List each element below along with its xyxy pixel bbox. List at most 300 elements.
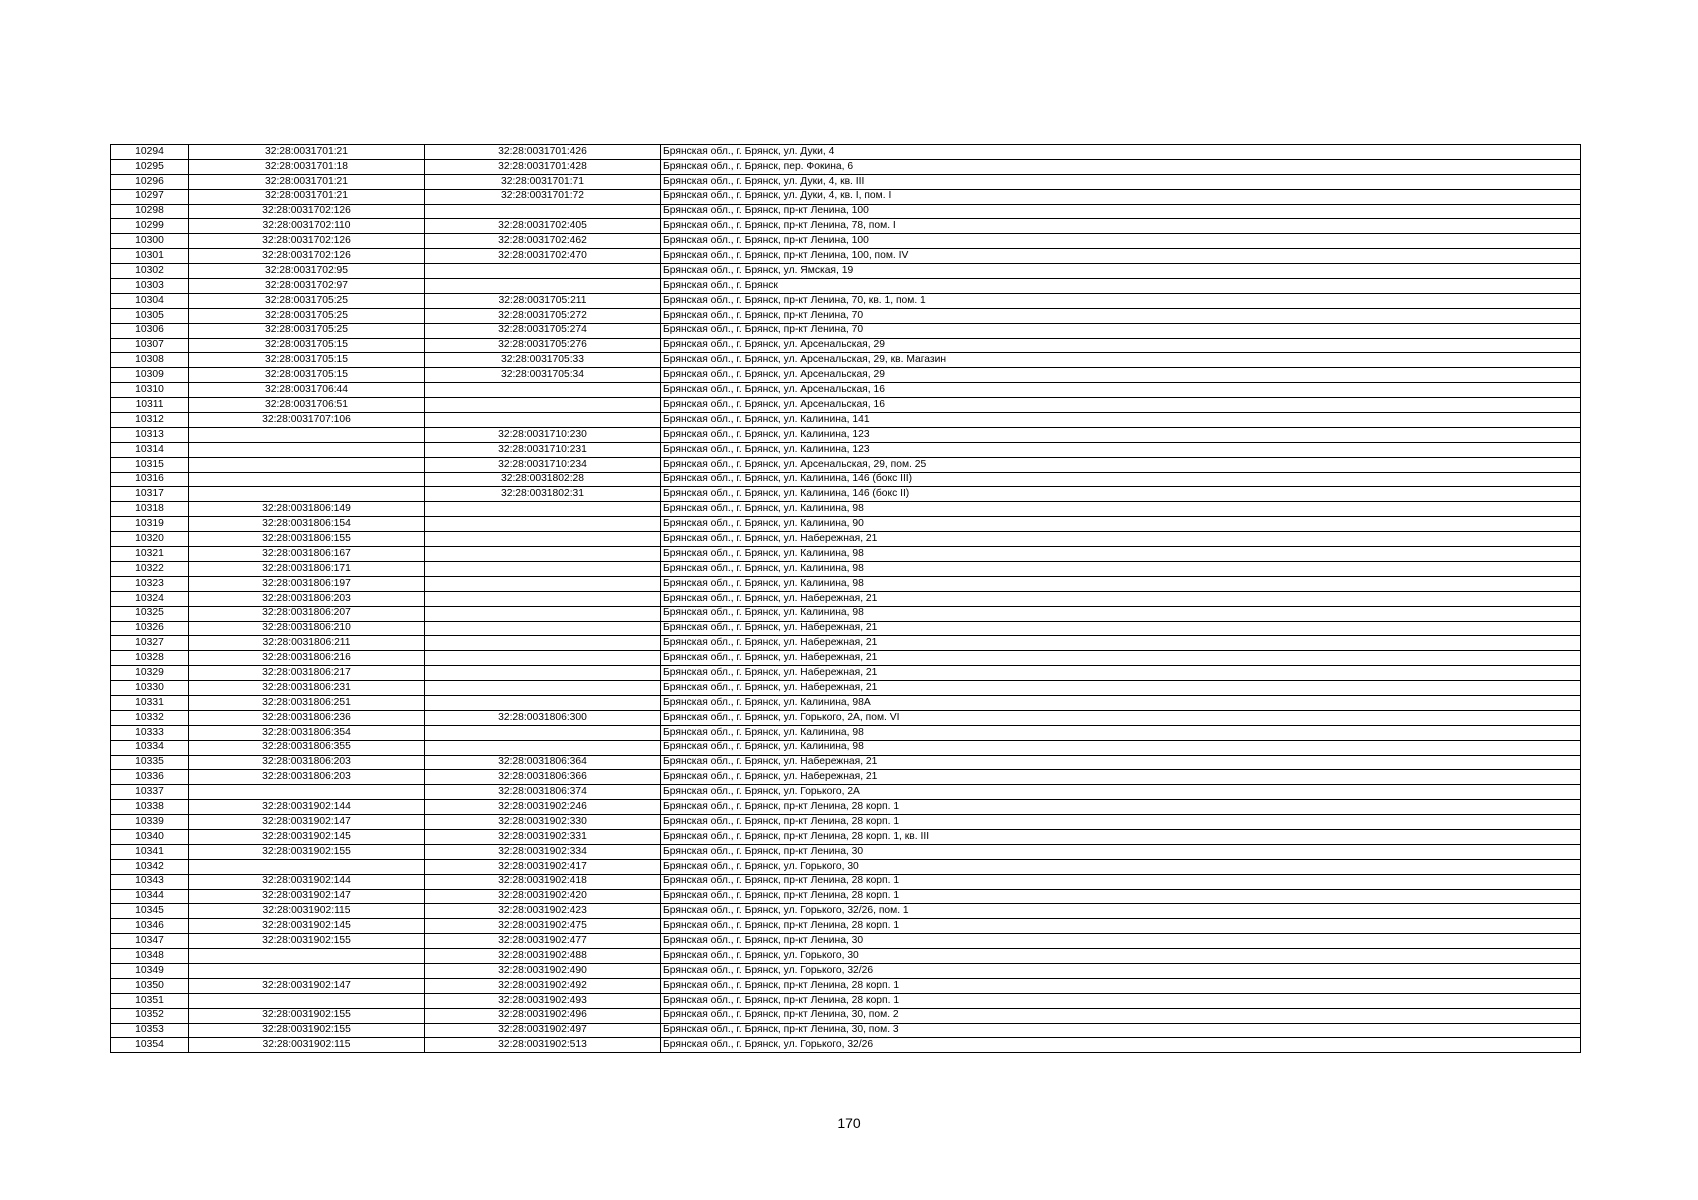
table-row — [111, 919, 1581, 934]
row-number-cell: 10307 — [111, 338, 189, 353]
object-cadastral-number-cell: 32:28:0031902:246 — [425, 800, 661, 815]
object-cadastral-number-cell: 32:28:0031902:493 — [425, 993, 661, 1008]
table-row — [111, 383, 1581, 398]
row-number-cell: 10302 — [111, 264, 189, 279]
table-row — [111, 457, 1581, 472]
land-cadastral-number-cell: 32:28:0031806:210 — [189, 621, 425, 636]
address-cell: Брянская обл., г. Брянск, ул. Калинина, 98 — [661, 740, 1581, 755]
land-cadastral-number-cell: 32:28:0031806:231 — [189, 681, 425, 696]
object-cadastral-number-cell: 32:28:0031902:513 — [425, 1038, 661, 1053]
table-row — [111, 487, 1581, 502]
land-cadastral-number-cell — [189, 949, 425, 964]
row-number-cell: 10352 — [111, 1008, 189, 1023]
land-cadastral-number-cell: 32:28:0031701:21 — [189, 145, 425, 160]
land-cadastral-number-cell: 32:28:0031701:18 — [189, 159, 425, 174]
table-row — [111, 636, 1581, 651]
address-cell: Брянская обл., г. Брянск, ул. Горького, 2А — [661, 785, 1581, 800]
table-row — [111, 145, 1581, 160]
row-number-cell: 10299 — [111, 219, 189, 234]
row-number-cell: 10306 — [111, 323, 189, 338]
table-row — [111, 427, 1581, 442]
address-cell: Брянская обл., г. Брянск, пр-кт Ленина, 28 корп. 1 — [661, 978, 1581, 993]
row-number-cell: 10346 — [111, 919, 189, 934]
land-cadastral-number-cell: 32:28:0031806:203 — [189, 591, 425, 606]
object-cadastral-number-cell — [425, 517, 661, 532]
address-cell: Брянская обл., г. Брянск, пр-кт Ленина, 100, пом. IV — [661, 249, 1581, 264]
table-row — [111, 829, 1581, 844]
address-cell: Брянская обл., г. Брянск, ул. Горького, 32/26, пом. 1 — [661, 904, 1581, 919]
object-cadastral-number-cell — [425, 591, 661, 606]
table-row — [111, 889, 1581, 904]
address-cell: Брянская обл., г. Брянск, ул. Набережная, 21 — [661, 621, 1581, 636]
address-cell: Брянская обл., г. Брянск, ул. Калинина, 123 — [661, 427, 1581, 442]
table-row — [111, 279, 1581, 294]
object-cadastral-number-cell: 32:28:0031705:33 — [425, 353, 661, 368]
object-cadastral-number-cell: 32:28:0031802:31 — [425, 487, 661, 502]
row-number-cell: 10349 — [111, 963, 189, 978]
table-row — [111, 740, 1581, 755]
row-number-cell: 10322 — [111, 561, 189, 576]
object-cadastral-number-cell — [425, 606, 661, 621]
row-number-cell: 10308 — [111, 353, 189, 368]
object-cadastral-number-cell — [425, 502, 661, 517]
row-number-cell: 10304 — [111, 293, 189, 308]
object-cadastral-number-cell: 32:28:0031902:330 — [425, 815, 661, 830]
table-row — [111, 442, 1581, 457]
address-cell: Брянская обл., г. Брянск, пр-кт Ленина, 70 — [661, 323, 1581, 338]
table-row — [111, 725, 1581, 740]
land-cadastral-number-cell: 32:28:0031806:203 — [189, 755, 425, 770]
row-number-cell: 10325 — [111, 606, 189, 621]
object-cadastral-number-cell: 32:28:0031902:497 — [425, 1023, 661, 1038]
address-cell: Брянская обл., г. Брянск, ул. Арсенальская, 16 — [661, 383, 1581, 398]
address-cell: Брянская обл., г. Брянск, пр-кт Ленина, 30, пом. 2 — [661, 1008, 1581, 1023]
table-row — [111, 963, 1581, 978]
address-cell: Брянская обл., г. Брянск, ул. Набережная, 21 — [661, 532, 1581, 547]
table-row — [111, 978, 1581, 993]
address-cell: Брянская обл., г. Брянск, ул. Арсенальская, 16 — [661, 398, 1581, 413]
land-cadastral-number-cell: 32:28:0031702:110 — [189, 219, 425, 234]
object-cadastral-number-cell: 32:28:0031710:234 — [425, 457, 661, 472]
row-number-cell: 10335 — [111, 755, 189, 770]
address-cell: Брянская обл., г. Брянск, ул. Набережная, 21 — [661, 651, 1581, 666]
address-cell: Брянская обл., г. Брянск, пр-кт Ленина, 28 корп. 1 — [661, 889, 1581, 904]
land-cadastral-number-cell: 32:28:0031806:216 — [189, 651, 425, 666]
row-number-cell: 10328 — [111, 651, 189, 666]
table-row — [111, 949, 1581, 964]
table-row — [111, 815, 1581, 830]
land-cadastral-number-cell: 32:28:0031806:355 — [189, 740, 425, 755]
object-cadastral-number-cell: 32:28:0031701:71 — [425, 174, 661, 189]
object-cadastral-number-cell: 32:28:0031702:405 — [425, 219, 661, 234]
row-number-cell: 10297 — [111, 189, 189, 204]
object-cadastral-number-cell: 32:28:0031902:475 — [425, 919, 661, 934]
table-row — [111, 413, 1581, 428]
row-number-cell: 10354 — [111, 1038, 189, 1053]
object-cadastral-number-cell: 32:28:0031902:423 — [425, 904, 661, 919]
row-number-cell: 10331 — [111, 695, 189, 710]
address-cell: Брянская обл., г. Брянск, ул. Калинина, 98 — [661, 576, 1581, 591]
address-cell: Брянская обл., г. Брянск, ул. Горького, 30 — [661, 859, 1581, 874]
land-cadastral-number-cell: 32:28:0031806:154 — [189, 517, 425, 532]
address-cell: Брянская обл., г. Брянск, ул. Набережная, 21 — [661, 681, 1581, 696]
land-cadastral-number-cell — [189, 427, 425, 442]
address-cell: Брянская обл., г. Брянск, пр-кт Ленина, 28 корп. 1 — [661, 815, 1581, 830]
land-cadastral-number-cell: 32:28:0031902:144 — [189, 874, 425, 889]
object-cadastral-number-cell: 32:28:0031702:462 — [425, 234, 661, 249]
land-cadastral-number-cell — [189, 993, 425, 1008]
land-cadastral-number-cell — [189, 442, 425, 457]
object-cadastral-number-cell: 32:28:0031902:420 — [425, 889, 661, 904]
table-row — [111, 934, 1581, 949]
row-number-cell: 10353 — [111, 1023, 189, 1038]
table-row — [111, 1038, 1581, 1053]
land-cadastral-number-cell: 32:28:0031702:95 — [189, 264, 425, 279]
land-cadastral-number-cell: 32:28:0031902:155 — [189, 934, 425, 949]
object-cadastral-number-cell: 32:28:0031902:417 — [425, 859, 661, 874]
row-number-cell: 10300 — [111, 234, 189, 249]
object-cadastral-number-cell: 32:28:0031701:428 — [425, 159, 661, 174]
address-cell: Брянская обл., г. Брянск, пр-кт Ленина, 28 корп. 1 — [661, 993, 1581, 1008]
land-cadastral-number-cell: 32:28:0031902:155 — [189, 1023, 425, 1038]
row-number-cell: 10350 — [111, 978, 189, 993]
address-cell: Брянская обл., г. Брянск, пр-кт Ленина, 30, пом. 3 — [661, 1023, 1581, 1038]
object-cadastral-number-cell — [425, 666, 661, 681]
address-cell: Брянская обл., г. Брянск, ул. Горького, 2А, пом. VI — [661, 710, 1581, 725]
land-cadastral-number-cell — [189, 859, 425, 874]
row-number-cell: 10301 — [111, 249, 189, 264]
table-row — [111, 338, 1581, 353]
table-row — [111, 621, 1581, 636]
land-cadastral-number-cell: 32:28:0031806:197 — [189, 576, 425, 591]
table-row — [111, 844, 1581, 859]
object-cadastral-number-cell: 32:28:0031902:490 — [425, 963, 661, 978]
table-row — [111, 785, 1581, 800]
object-cadastral-number-cell: 32:28:0031902:477 — [425, 934, 661, 949]
land-cadastral-number-cell — [189, 487, 425, 502]
address-cell: Брянская обл., г. Брянск, ул. Калинина, 98 — [661, 606, 1581, 621]
row-number-cell: 10333 — [111, 725, 189, 740]
table-row — [111, 249, 1581, 264]
address-cell: Брянская обл., г. Брянск, ул. Арсенальская, 29, кв. Магазин — [661, 353, 1581, 368]
address-cell: Брянская обл., г. Брянск, пр-кт Ленина, 100 — [661, 234, 1581, 249]
row-number-cell: 10295 — [111, 159, 189, 174]
object-cadastral-number-cell: 32:28:0031902:496 — [425, 1008, 661, 1023]
object-cadastral-number-cell — [425, 576, 661, 591]
row-number-cell: 10336 — [111, 770, 189, 785]
address-cell: Брянская обл., г. Брянск, ул. Дуки, 4, кв. III — [661, 174, 1581, 189]
table-row — [111, 904, 1581, 919]
land-cadastral-number-cell — [189, 472, 425, 487]
address-cell: Брянская обл., г. Брянск, пр-кт Ленина, 28 корп. 1 — [661, 874, 1581, 889]
table-row — [111, 695, 1581, 710]
table-row — [111, 547, 1581, 562]
table-row — [111, 666, 1581, 681]
row-number-cell: 10330 — [111, 681, 189, 696]
row-number-cell: 10351 — [111, 993, 189, 1008]
land-cadastral-number-cell: 32:28:0031702:126 — [189, 204, 425, 219]
table-row — [111, 189, 1581, 204]
row-number-cell: 10294 — [111, 145, 189, 160]
row-number-cell: 10337 — [111, 785, 189, 800]
table-row — [111, 993, 1581, 1008]
table-row — [111, 398, 1581, 413]
land-cadastral-number-cell: 32:28:0031705:15 — [189, 353, 425, 368]
land-cadastral-number-cell: 32:28:0031902:144 — [189, 800, 425, 815]
table-row — [111, 651, 1581, 666]
land-cadastral-number-cell: 32:28:0031806:149 — [189, 502, 425, 517]
land-cadastral-number-cell: 32:28:0031701:21 — [189, 174, 425, 189]
registry-table-body — [111, 145, 1581, 1053]
table-row — [111, 159, 1581, 174]
table-row — [111, 1023, 1581, 1038]
land-cadastral-number-cell: 32:28:0031902:155 — [189, 844, 425, 859]
land-cadastral-number-cell: 32:28:0031702:126 — [189, 234, 425, 249]
object-cadastral-number-cell: 32:28:0031902:418 — [425, 874, 661, 889]
row-number-cell: 10342 — [111, 859, 189, 874]
land-cadastral-number-cell: 32:28:0031806:211 — [189, 636, 425, 651]
table-row — [111, 681, 1581, 696]
page-number: 170 — [837, 1115, 861, 1131]
land-cadastral-number-cell: 32:28:0031902:115 — [189, 1038, 425, 1053]
row-number-cell: 10312 — [111, 413, 189, 428]
table-row — [111, 710, 1581, 725]
address-cell: Брянская обл., г. Брянск, пр-кт Ленина, 100 — [661, 204, 1581, 219]
registry-table — [110, 144, 1581, 1053]
land-cadastral-number-cell: 32:28:0031902:147 — [189, 815, 425, 830]
row-number-cell: 10317 — [111, 487, 189, 502]
table-row — [111, 1008, 1581, 1023]
address-cell: Брянская обл., г. Брянск, ул. Калинина, 98 — [661, 547, 1581, 562]
object-cadastral-number-cell: 32:28:0031902:331 — [425, 829, 661, 844]
land-cadastral-number-cell: 32:28:0031806:171 — [189, 561, 425, 576]
table-row — [111, 234, 1581, 249]
row-number-cell: 10332 — [111, 710, 189, 725]
address-cell: Брянская обл., г. Брянск, ул. Набережная, 21 — [661, 666, 1581, 681]
row-number-cell: 10334 — [111, 740, 189, 755]
object-cadastral-number-cell — [425, 621, 661, 636]
table-row — [111, 770, 1581, 785]
land-cadastral-number-cell: 32:28:0031705:25 — [189, 323, 425, 338]
table-row — [111, 532, 1581, 547]
land-cadastral-number-cell — [189, 785, 425, 800]
address-cell: Брянская обл., г. Брянск, ул. Набережная, 21 — [661, 755, 1581, 770]
object-cadastral-number-cell: 32:28:0031806:300 — [425, 710, 661, 725]
address-cell: Брянская обл., г. Брянск, ул. Калинина, 98 — [661, 502, 1581, 517]
table-row — [111, 174, 1581, 189]
address-cell: Брянская обл., г. Брянск, пр-кт Ленина, 28 корп. 1 — [661, 919, 1581, 934]
row-number-cell: 10323 — [111, 576, 189, 591]
land-cadastral-number-cell: 32:28:0031701:21 — [189, 189, 425, 204]
table-row — [111, 591, 1581, 606]
table-row — [111, 353, 1581, 368]
object-cadastral-number-cell: 32:28:0031705:274 — [425, 323, 661, 338]
land-cadastral-number-cell: 32:28:0031806:236 — [189, 710, 425, 725]
land-cadastral-number-cell: 32:28:0031806:167 — [189, 547, 425, 562]
row-number-cell: 10326 — [111, 621, 189, 636]
address-cell: Брянская обл., г. Брянск, пр-кт Ленина, 78, пом. I — [661, 219, 1581, 234]
address-cell: Брянская обл., г. Брянск, ул. Калинина, 141 — [661, 413, 1581, 428]
row-number-cell: 10319 — [111, 517, 189, 532]
row-number-cell: 10310 — [111, 383, 189, 398]
land-cadastral-number-cell: 32:28:0031705:25 — [189, 293, 425, 308]
address-cell: Брянская обл., г. Брянск, ул. Набережная, 21 — [661, 770, 1581, 785]
object-cadastral-number-cell — [425, 204, 661, 219]
object-cadastral-number-cell: 32:28:0031802:28 — [425, 472, 661, 487]
table-row — [111, 368, 1581, 383]
object-cadastral-number-cell: 32:28:0031702:470 — [425, 249, 661, 264]
land-cadastral-number-cell: 32:28:0031806:251 — [189, 695, 425, 710]
address-cell: Брянская обл., г. Брянск, ул. Калинина, 146 (бокс II) — [661, 487, 1581, 502]
land-cadastral-number-cell — [189, 963, 425, 978]
land-cadastral-number-cell: 32:28:0031706:44 — [189, 383, 425, 398]
land-cadastral-number-cell: 32:28:0031902:145 — [189, 829, 425, 844]
land-cadastral-number-cell: 32:28:0031806:354 — [189, 725, 425, 740]
land-cadastral-number-cell: 32:28:0031706:51 — [189, 398, 425, 413]
row-number-cell: 10348 — [111, 949, 189, 964]
land-cadastral-number-cell: 32:28:0031702:97 — [189, 279, 425, 294]
address-cell: Брянская обл., г. Брянск, ул. Калинина, 98 — [661, 725, 1581, 740]
table-row — [111, 576, 1581, 591]
address-cell: Брянская обл., г. Брянск, ул. Арсенальская, 29 — [661, 368, 1581, 383]
table-row — [111, 859, 1581, 874]
address-cell: Брянская обл., г. Брянск — [661, 279, 1581, 294]
object-cadastral-number-cell: 32:28:0031705:211 — [425, 293, 661, 308]
object-cadastral-number-cell: 32:28:0031806:374 — [425, 785, 661, 800]
object-cadastral-number-cell: 32:28:0031710:231 — [425, 442, 661, 457]
table-row — [111, 755, 1581, 770]
row-number-cell: 10318 — [111, 502, 189, 517]
object-cadastral-number-cell: 32:28:0031705:272 — [425, 308, 661, 323]
row-number-cell: 10315 — [111, 457, 189, 472]
address-cell: Брянская обл., г. Брянск, пр-кт Ленина, 70 — [661, 308, 1581, 323]
object-cadastral-number-cell — [425, 383, 661, 398]
object-cadastral-number-cell — [425, 681, 661, 696]
land-cadastral-number-cell: 32:28:0031902:155 — [189, 1008, 425, 1023]
address-cell: Брянская обл., г. Брянск, ул. Дуки, 4 — [661, 145, 1581, 160]
row-number-cell: 10321 — [111, 547, 189, 562]
row-number-cell: 10313 — [111, 427, 189, 442]
object-cadastral-number-cell: 32:28:0031902:488 — [425, 949, 661, 964]
address-cell: Брянская обл., г. Брянск, ул. Арсенальская, 29, пом. 25 — [661, 457, 1581, 472]
address-cell: Брянская обл., г. Брянск, ул. Горького, 32/26 — [661, 963, 1581, 978]
land-cadastral-number-cell: 32:28:0031806:217 — [189, 666, 425, 681]
object-cadastral-number-cell — [425, 264, 661, 279]
land-cadastral-number-cell: 32:28:0031902:115 — [189, 904, 425, 919]
address-cell: Брянская обл., г. Брянск, пр-кт Ленина, 28 корп. 1 — [661, 800, 1581, 815]
object-cadastral-number-cell: 32:28:0031705:34 — [425, 368, 661, 383]
row-number-cell: 10345 — [111, 904, 189, 919]
table-row — [111, 517, 1581, 532]
table-row — [111, 219, 1581, 234]
object-cadastral-number-cell — [425, 561, 661, 576]
land-cadastral-number-cell: 32:28:0031902:147 — [189, 978, 425, 993]
land-cadastral-number-cell: 32:28:0031806:203 — [189, 770, 425, 785]
table-row — [111, 561, 1581, 576]
table-row — [111, 308, 1581, 323]
land-cadastral-number-cell: 32:28:0031707:106 — [189, 413, 425, 428]
object-cadastral-number-cell: 32:28:0031806:364 — [425, 755, 661, 770]
table-row — [111, 606, 1581, 621]
row-number-cell: 10339 — [111, 815, 189, 830]
address-cell: Брянская обл., г. Брянск, пр-кт Ленина, 28 корп. 1, кв. III — [661, 829, 1581, 844]
address-cell: Брянская обл., г. Брянск, ул. Калинина, 146 (бокс III) — [661, 472, 1581, 487]
object-cadastral-number-cell — [425, 695, 661, 710]
object-cadastral-number-cell: 32:28:0031902:492 — [425, 978, 661, 993]
address-cell: Брянская обл., г. Брянск, ул. Калинина, 98А — [661, 695, 1581, 710]
table-row — [111, 502, 1581, 517]
object-cadastral-number-cell — [425, 413, 661, 428]
row-number-cell: 10327 — [111, 636, 189, 651]
object-cadastral-number-cell: 32:28:0031710:230 — [425, 427, 661, 442]
object-cadastral-number-cell — [425, 636, 661, 651]
table-row — [111, 800, 1581, 815]
land-cadastral-number-cell: 32:28:0031902:145 — [189, 919, 425, 934]
object-cadastral-number-cell — [425, 740, 661, 755]
address-cell: Брянская обл., г. Брянск, ул. Дуки, 4, кв. I, пом. I — [661, 189, 1581, 204]
row-number-cell: 10347 — [111, 934, 189, 949]
land-cadastral-number-cell: 32:28:0031705:15 — [189, 338, 425, 353]
row-number-cell: 10343 — [111, 874, 189, 889]
table-row — [111, 293, 1581, 308]
land-cadastral-number-cell: 32:28:0031902:147 — [189, 889, 425, 904]
table-row — [111, 323, 1581, 338]
row-number-cell: 10305 — [111, 308, 189, 323]
land-cadastral-number-cell: 32:28:0031806:155 — [189, 532, 425, 547]
object-cadastral-number-cell — [425, 725, 661, 740]
object-cadastral-number-cell — [425, 547, 661, 562]
object-cadastral-number-cell: 32:28:0031705:276 — [425, 338, 661, 353]
land-cadastral-number-cell: 32:28:0031702:126 — [189, 249, 425, 264]
table-row — [111, 874, 1581, 889]
land-cadastral-number-cell: 32:28:0031806:207 — [189, 606, 425, 621]
row-number-cell: 10316 — [111, 472, 189, 487]
land-cadastral-number-cell: 32:28:0031705:15 — [189, 368, 425, 383]
object-cadastral-number-cell — [425, 279, 661, 294]
row-number-cell: 10314 — [111, 442, 189, 457]
address-cell: Брянская обл., г. Брянск, ул. Набережная, 21 — [661, 636, 1581, 651]
table-row — [111, 204, 1581, 219]
address-cell: Брянская обл., г. Брянск, пр-кт Ленина, 70, кв. 1, пом. 1 — [661, 293, 1581, 308]
address-cell: Брянская обл., г. Брянск, ул. Горького, 32/26 — [661, 1038, 1581, 1053]
object-cadastral-number-cell — [425, 532, 661, 547]
address-cell: Брянская обл., г. Брянск, пер. Фокина, 6 — [661, 159, 1581, 174]
row-number-cell: 10296 — [111, 174, 189, 189]
row-number-cell: 10329 — [111, 666, 189, 681]
address-cell: Брянская обл., г. Брянск, ул. Калинина, 90 — [661, 517, 1581, 532]
address-cell: Брянская обл., г. Брянск, ул. Ямская, 19 — [661, 264, 1581, 279]
address-cell: Брянская обл., г. Брянск, ул. Калинина, 123 — [661, 442, 1581, 457]
row-number-cell: 10309 — [111, 368, 189, 383]
row-number-cell: 10324 — [111, 591, 189, 606]
object-cadastral-number-cell: 32:28:0031701:426 — [425, 145, 661, 160]
address-cell: Брянская обл., г. Брянск, пр-кт Ленина, 30 — [661, 844, 1581, 859]
table-row — [111, 264, 1581, 279]
address-cell: Брянская обл., г. Брянск, ул. Набережная, 21 — [661, 591, 1581, 606]
address-cell: Брянская обл., г. Брянск, ул. Горького, 30 — [661, 949, 1581, 964]
row-number-cell: 10303 — [111, 279, 189, 294]
row-number-cell: 10311 — [111, 398, 189, 413]
object-cadastral-number-cell: 32:28:0031806:366 — [425, 770, 661, 785]
row-number-cell: 10340 — [111, 829, 189, 844]
row-number-cell: 10320 — [111, 532, 189, 547]
object-cadastral-number-cell — [425, 398, 661, 413]
object-cadastral-number-cell: 32:28:0031902:334 — [425, 844, 661, 859]
table-row — [111, 472, 1581, 487]
row-number-cell: 10338 — [111, 800, 189, 815]
row-number-cell: 10298 — [111, 204, 189, 219]
row-number-cell: 10341 — [111, 844, 189, 859]
